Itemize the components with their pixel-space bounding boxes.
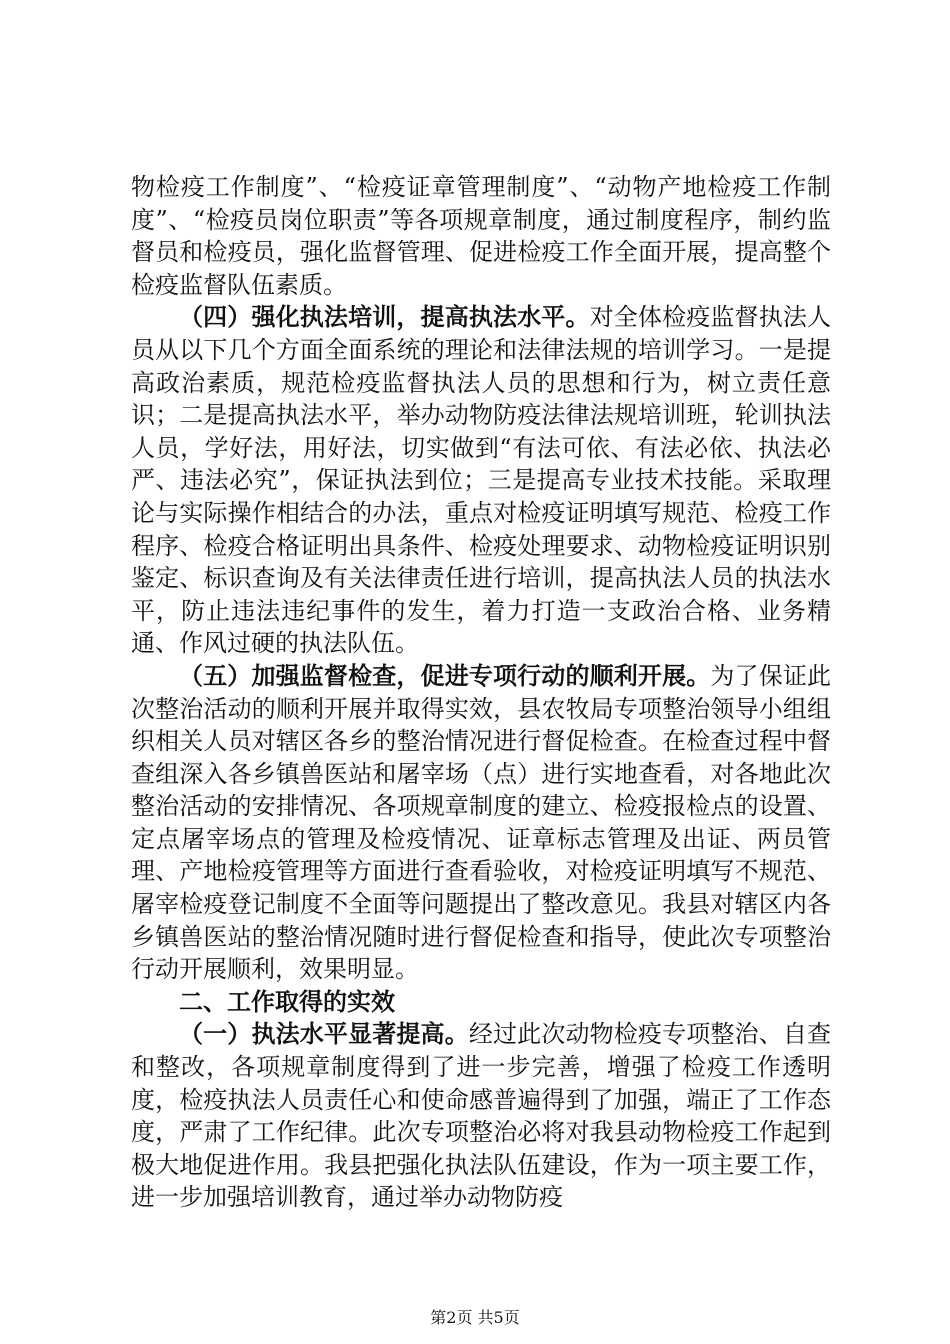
paragraph-text: 经过此次动物检疫专项整治、自查和整改，各项规章制度得到了进一步完善，增强了检疫工作透明度，检疫执法人员责任心和使命感普遍得到了加强，端正了工作态度，严肃了工作纪律。此次专项整治必将对我县动物检疫工作起到极大地促进作用。我县把强化执法队伍建设，作为一项主要工作，进一步加强培训教育，通过举办动物防疫	[131, 1020, 832, 1212]
paragraph-results	[131, 1018, 831, 1214]
paragraph-lead-heading: （四）强化执法培训，提高执法水平。	[179, 302, 590, 332]
page-number-footer: 第2页 共5页	[430, 1308, 520, 1327]
paragraph-training	[131, 301, 831, 660]
paragraph-supervision	[131, 660, 831, 986]
paragraph-text: 为了保证此次整治活动的顺利开展并取得实效，县农牧局专项整治领导小组组织相关人员对辖区各乡的整治情况进行督促检查。在检查过程中督查组深入各乡镇兽医站和屠宰场（点）进行实地查看，对各地此次整治活动的安排情况、各项规章制度的建立、检疫报检点的设置、定点屠宰场点的管理及检疫情况、证章标志管理及出证、两员管理、产地检疫管理等方面进行查看验收，对检疫证明填写不规范、屠宰检疫登记制度不全面等问题提出了整改意见。我县对辖区内各乡镇兽医站的整治情况随时进行督促检查和指导，使此次专项整治行动开展顺利，效果明显。	[131, 661, 832, 984]
paragraph-text: 物检疫工作制度”、“检疫证章管理制度”、“动物产地检疫工作制度”、“检疫员岗位职责”等各项规章制度，通过制度程序，制约监督员和检疫员，强化监督管理、促进检疫工作全面开展，提高整个检疫监督队伍素质。	[131, 173, 831, 299]
section-heading: 二、工作取得的实效	[179, 986, 395, 1016]
paragraph-continuation	[131, 171, 831, 301]
paragraph-lead-heading: （一）执法水平显著提高。	[179, 1019, 469, 1049]
paragraph-lead-heading: （五）加强监督检查，促进专项行动的顺利开展。	[179, 660, 711, 690]
document-body	[131, 171, 831, 1214]
paragraph-text: 对全体检疫监督执法人员从以下几个方面全面系统的理论和法律法规的培训学习。一是提高政治素质，规范检疫监督执法人员的思想和行为，树立责任意识；二是提高执法水平，举办动物防疫法律法规培训班，轮训执法人员，学好法，用好法，切实做到“有法可依、有法必依、执法必严、违法必究”，保证执法到位；三是提高专业技术技能。采取理论与实际操作相结合的办法，重点对检疫证明填写规范、检疫工作程序、检疫合格证明出具条件、检疫处理要求、动物检疫证明识别鉴定、标识查询及有关法律责任进行培训，提高执法人员的执法水平，防止违法违纪事件的发生，着力打造一支政治合格、业务精通、作风过硬的执法队伍。	[131, 303, 832, 658]
